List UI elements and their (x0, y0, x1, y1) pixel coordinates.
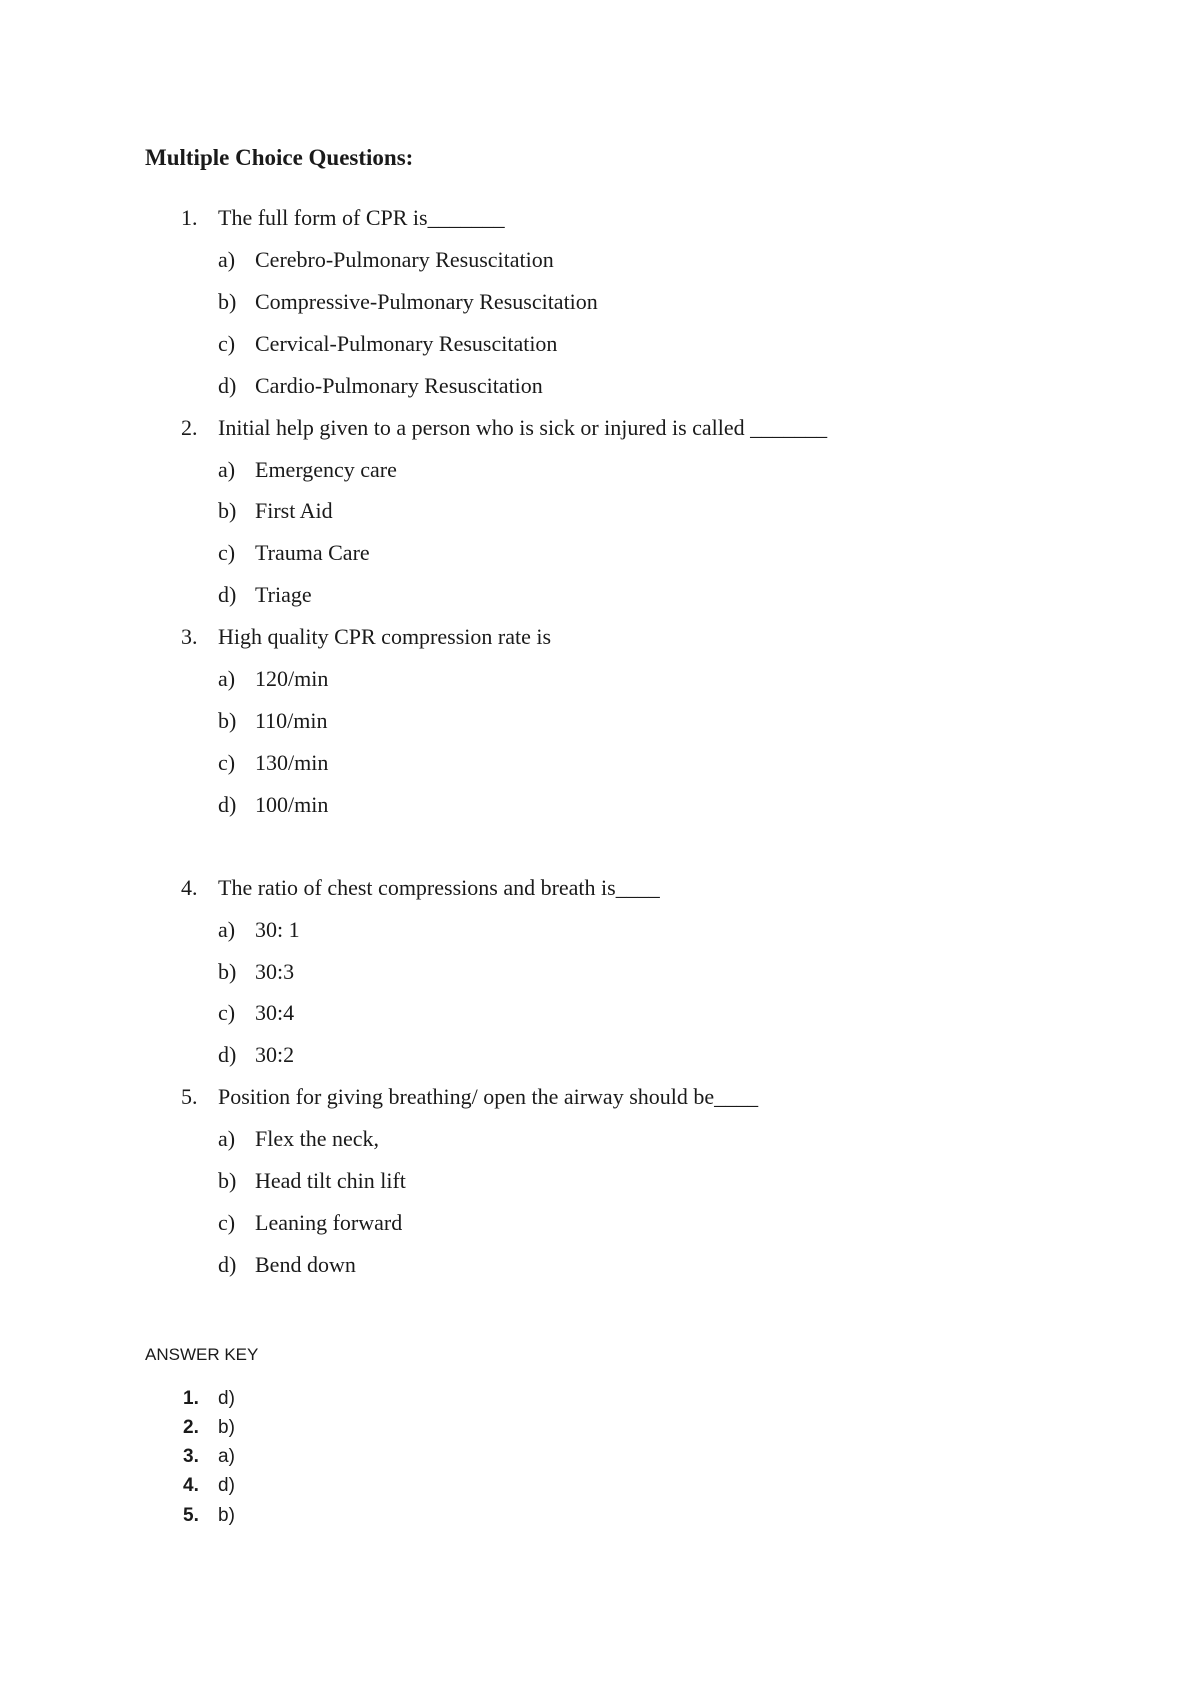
question-number: 2. (181, 415, 198, 440)
option-letter: b) (218, 959, 237, 984)
option-text: 30:4 (255, 1000, 295, 1025)
option-letter: a) (218, 666, 236, 691)
answer-value: b) (218, 1505, 235, 1526)
answer-number: 3. (183, 1446, 199, 1467)
option-letter: a) (218, 1126, 236, 1151)
option-text: 110/min (255, 708, 328, 733)
option-letter: c) (218, 750, 236, 775)
question-text: The full form of CPR is_______ (218, 205, 505, 230)
option-text: Flex the neck, (255, 1126, 380, 1151)
option-letter: c) (218, 1210, 236, 1235)
question-text: Position for giving breathing/ open the airway should be____ (218, 1084, 759, 1109)
option-letter: d) (218, 1042, 237, 1067)
option-text: Emergency care (255, 457, 397, 482)
option-letter: a) (218, 917, 236, 942)
option-text: 120/min (255, 666, 329, 691)
option-text: 30:3 (255, 959, 295, 984)
question-text: The ratio of chest compressions and breath is____ (218, 875, 660, 900)
option-text: Trauma Care (255, 540, 370, 565)
option-letter: d) (218, 1252, 237, 1277)
option-letter: c) (218, 540, 236, 565)
option-text: Bend down (255, 1252, 356, 1277)
answer-value: b) (218, 1417, 235, 1438)
page-title: Multiple Choice Questions: (145, 145, 414, 170)
option-text: 30:2 (255, 1042, 295, 1067)
option-letter: a) (218, 457, 236, 482)
option-letter: a) (218, 247, 236, 272)
option-letter: c) (218, 1000, 236, 1025)
option-text: Head tilt chin lift (255, 1168, 406, 1193)
option-letter: b) (218, 1168, 237, 1193)
question-number: 4. (181, 875, 198, 900)
option-text: Cardio-Pulmonary Resuscitation (255, 373, 543, 398)
option-text: 30: 1 (255, 917, 300, 942)
option-text: Cerebro-Pulmonary Resuscitation (255, 247, 554, 272)
question-text: Initial help given to a person who is sick or injured is called _______ (218, 415, 828, 440)
option-text: First Aid (255, 498, 333, 523)
option-text: 130/min (255, 750, 329, 775)
option-letter: b) (218, 498, 237, 523)
answer-number: 2. (183, 1417, 199, 1438)
answer-value: d) (218, 1388, 235, 1409)
option-letter: d) (218, 582, 237, 607)
answer-key-title: ANSWER KEY (145, 1345, 259, 1364)
option-letter: b) (218, 289, 237, 314)
question-number: 3. (181, 624, 198, 649)
answer-value: d) (218, 1475, 235, 1496)
answer-number: 1. (183, 1388, 199, 1409)
answer-number: 4. (183, 1475, 199, 1496)
option-letter: b) (218, 708, 237, 733)
option-letter: c) (218, 331, 236, 356)
question-number: 5. (181, 1084, 198, 1109)
option-text: Triage (255, 582, 312, 607)
answer-value: a) (218, 1446, 235, 1467)
question-text: High quality CPR compression rate is (218, 624, 552, 649)
option-text: Cervical-Pulmonary Resuscitation (255, 331, 558, 356)
option-letter: d) (218, 373, 237, 398)
option-letter: d) (218, 792, 237, 817)
answer-number: 5. (183, 1505, 199, 1526)
option-text: 100/min (255, 792, 329, 817)
option-text: Leaning forward (255, 1210, 403, 1235)
question-number: 1. (181, 205, 198, 230)
option-text: Compressive-Pulmonary Resuscitation (255, 289, 598, 314)
